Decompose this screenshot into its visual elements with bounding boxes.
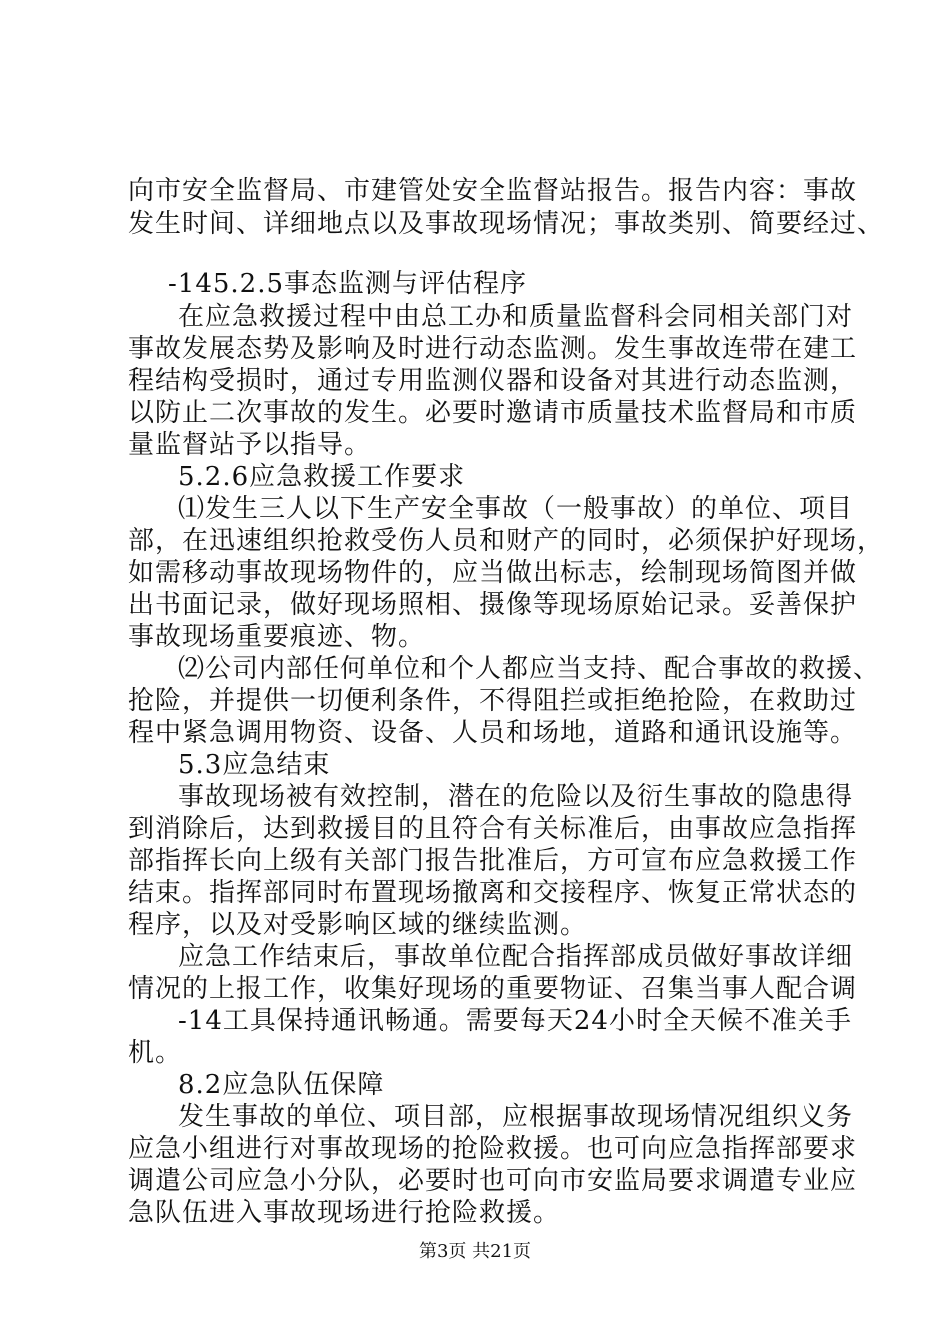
body-text-line: -14工具保持通讯畅通。需要每天24小时全天候不准关手 bbox=[178, 1006, 852, 1036]
body-text-line: 发生事故的单位、项目部，应根据事故现场情况组织义务 bbox=[178, 1102, 854, 1132]
page-footer: 第3页 共21页 bbox=[418, 1241, 532, 1262]
body-text-line: 如需移动事故现场物件的，应当做出标志，绘制现场简图并做 bbox=[128, 558, 858, 588]
body-text-line: 抢险，并提供一切便利条件，不得阻拦或拒绝抢险，在救助过 bbox=[128, 686, 858, 716]
body-text-line: 部指挥长向上级有关部门报告批准后，方可宣布应急救援工作 bbox=[128, 846, 858, 876]
section-heading-5-2-5: -145.2.5事态监测与评估程序 bbox=[168, 269, 528, 299]
body-text-line: 应急工作结束后，事故单位配合指挥部成员做好事故详细 bbox=[178, 942, 854, 972]
body-text-line: 结束。指挥部同时布置现场撤离和交接程序、恢复正常状态的 bbox=[128, 878, 858, 908]
body-text-line: 部，在迅速组织抢救受伤人员和财产的同时，必须保护好现场， bbox=[128, 526, 885, 556]
section-heading-8-2: 8.2应急队伍保障 bbox=[178, 1070, 385, 1100]
body-text-line: ⑵公司内部任何单位和个人都应当支持、配合事故的救援、 bbox=[178, 654, 881, 684]
body-text-line: 事故发展态势及影响及时进行动态监测。发生事故连带在建工 bbox=[128, 334, 858, 364]
body-text-line: 急队伍进入事故现场进行抢险救援。 bbox=[128, 1198, 561, 1228]
body-text-line: 在应急救援过程中由总工办和质量监督科会同相关部门对 bbox=[178, 302, 854, 332]
body-text-line: 出书面记录，做好现场照相、摄像等现场原始记录。妥善保护 bbox=[128, 590, 858, 620]
body-text-line: 以防止二次事故的发生。必要时邀请市质量技术监督局和市质 bbox=[128, 398, 858, 428]
body-text-line: ⑴发生三人以下生产安全事故（一般事故）的单位、项目 bbox=[178, 494, 854, 524]
body-text-line: 到消除后，达到救援目的且符合有关标准后，由事故应急指挥 bbox=[128, 814, 858, 844]
body-text-line: 向市安全监督局、市建管处安全监督站报告。报告内容：事故 bbox=[128, 176, 858, 206]
body-text-line: 量监督站予以指导。 bbox=[128, 430, 372, 460]
body-text-line: 应急小组进行对事故现场的抢险救援。也可向应急指挥部要求 bbox=[128, 1134, 858, 1164]
section-heading-5-3: 5.3应急结束 bbox=[178, 750, 331, 780]
body-text-line: 机。 bbox=[128, 1038, 183, 1068]
section-heading-5-2-6: 5.2.6应急救援工作要求 bbox=[178, 462, 466, 492]
body-text-line: 发生时间、详细地点以及事故现场情况；事故类别、简要经过、 bbox=[128, 209, 885, 239]
body-text-line: 事故现场被有效控制，潜在的危险以及衍生事故的隐患得 bbox=[178, 782, 854, 812]
body-text-line: 程中紧急调用物资、设备、人员和场地，道路和通讯设施等。 bbox=[128, 718, 858, 748]
body-text-line: 程结构受损时，通过专用监测仪器和设备对其进行动态监测， bbox=[128, 366, 858, 396]
body-text-line: 情况的上报工作，收集好现场的重要物证、召集当事人配合调 bbox=[128, 974, 858, 1004]
body-text-line: 程序，以及对受影响区域的继续监测。 bbox=[128, 910, 588, 940]
body-text-line: 调遣公司应急小分队，必要时也可向市安监局要求调遣专业应 bbox=[128, 1166, 858, 1196]
body-text-line: 事故现场重要痕迹、物。 bbox=[128, 622, 426, 652]
